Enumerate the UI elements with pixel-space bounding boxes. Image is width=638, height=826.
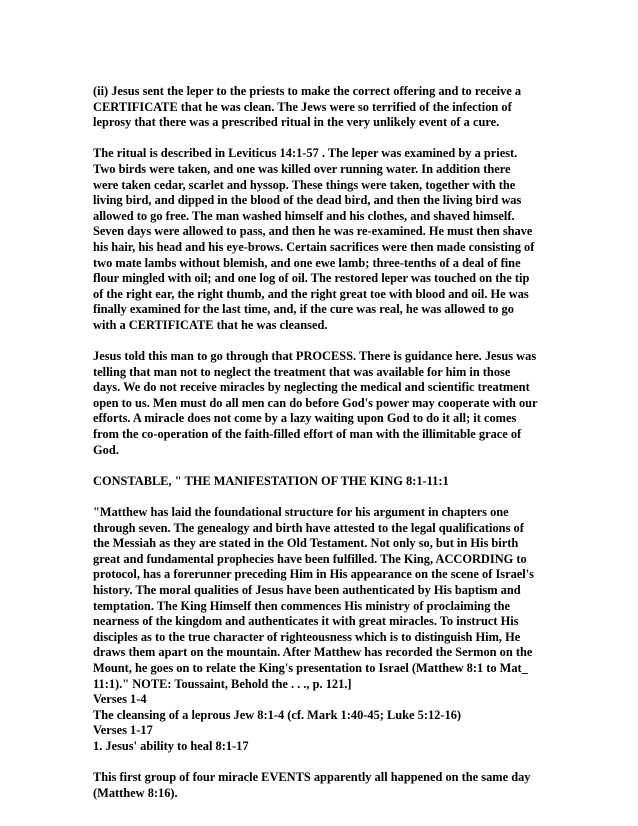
text-line: Seven days were allowed to pass, and then he was re-examined. He must then shave: [93, 224, 533, 239]
text-line: The cleansing of a leprous Jew 8:1-4 (cf. Mark 1:40-45; Luke 5:12-16): [93, 707, 462, 722]
text-line: flour mingled with oil; and one log of oil. The restored leper was touched on the tip: [93, 271, 530, 286]
text-line: (ii) Jesus sent the leper to the priests to make the correct offering and to receive a: [93, 84, 522, 98]
text-line: This first group of four miracle EVENTS apparently all happened on the same day: [93, 770, 531, 785]
text-line: Jesus told this man to go through that PROCESS. There is guidance here. Jesus was: [93, 349, 537, 364]
text-line: (Matthew 8:16).: [93, 785, 178, 800]
verse-reference: Verses 1-17: [93, 723, 153, 738]
text-line: from the co-operation of the faith-filled effort of man with the illimitable grace of: [93, 427, 522, 442]
text-line: draws them apart on the mountain. After Matthew has recorded the Sermon on the: [93, 645, 533, 660]
text-line: allowed to go free. The man washed himself and his clothes, and shaved himself.: [93, 208, 515, 223]
text-line: two mate lambs without blemish, and one ewe lamb; three-tenths of a deal of fine: [93, 255, 521, 270]
text-line: telling that man not to neglect the treatment that was available for him in those: [93, 364, 511, 379]
text-line: Two birds were taken, and one was killed over running water. In addition there: [93, 161, 511, 176]
paragraph-guidance: [93, 349, 553, 458]
text-line: great and fundamental prophecies have been fulfilled. The King, ACCORDING to: [93, 551, 527, 566]
text-line: protocol, has a forerunner preceding Him in His appearance on the scene of Israel's: [93, 567, 534, 582]
text-line: Mount, he goes on to relate the King's presentation to Israel (Matthew 8:1 to Mat_: [93, 660, 528, 675]
text-line: disciples as to the true character of righteousness which is to distinguish Him, He: [93, 629, 521, 644]
text-line: through seven. The genealogy and birth have attested to the legal qualifications of: [93, 520, 524, 535]
text-line: with a CERTIFICATE that he was cleansed.: [93, 317, 328, 332]
text-line: temptation. The King Himself then commences His ministry of proclaiming the: [93, 598, 511, 613]
text-line: God.: [93, 442, 119, 457]
text-line: leprosy that there was a prescribed ritual in the very unlikely event of a cure.: [93, 115, 500, 130]
text-line: the Messiah as they are stated in the Old Testament. Not only so, but in His birth: [93, 536, 519, 551]
text-line: nearness of the kingdom and authenticates it with great miracles. To instruct His: [93, 614, 519, 629]
paragraph-leper-sent-to-priests: [93, 84, 553, 131]
text-line: his hair, his head and his eye-brows. Certain sacrifices were then made consisting of: [93, 239, 535, 254]
text-line: were taken cedar, scarlet and hyssop. These things were taken, together with the: [93, 177, 516, 192]
text-line: "Matthew has laid the foundational structure for his argument in chapters one: [93, 505, 509, 520]
text-line: finally examined for the last time, and, if the cure was real, he was allowed to go: [93, 302, 514, 317]
text-line: history. The moral qualities of Jesus have been authenticated by His baptism and: [93, 583, 521, 597]
paragraph-miracle-events: [93, 770, 553, 801]
document-page: [93, 84, 553, 801]
text-line: efforts. A miracle does not come by a lazy waiting upon God to do it all; it comes: [93, 411, 517, 426]
text-line: 1. Jesus' ability to heal 8:1-17: [93, 738, 249, 753]
text-line: CERTIFICATE that he was clean. The Jews were so terrified of the infection of: [93, 99, 512, 114]
section-heading: CONSTABLE, " THE MANIFESTATION OF THE KING 8:1-11:1: [93, 473, 449, 488]
text-line: of the right ear, the right thumb, and the right great toe with blood and oil. He was: [93, 286, 529, 301]
verse-reference: Verses 1-4: [93, 692, 147, 707]
text-line: living bird, and dipped in the blood of the dead bird, and then the living bird was: [93, 193, 522, 208]
text-line: open to us. Men must do all men can do before God's power may cooperate with our: [93, 395, 538, 410]
text-line: The ritual is described in Leviticus 14:1-57 . The leper was examined by a priest.: [93, 146, 518, 161]
text-line: days. We do not receive miracles by neglecting the medical and scientific treatment: [93, 380, 530, 395]
paragraph-constable-quote: [93, 505, 553, 755]
paragraph-leviticus-ritual: [93, 146, 553, 333]
section-heading-constable: [93, 474, 553, 490]
text-line: 11:1)." NOTE: Toussaint, Behold the . . ., p. 121.]: [93, 676, 352, 691]
